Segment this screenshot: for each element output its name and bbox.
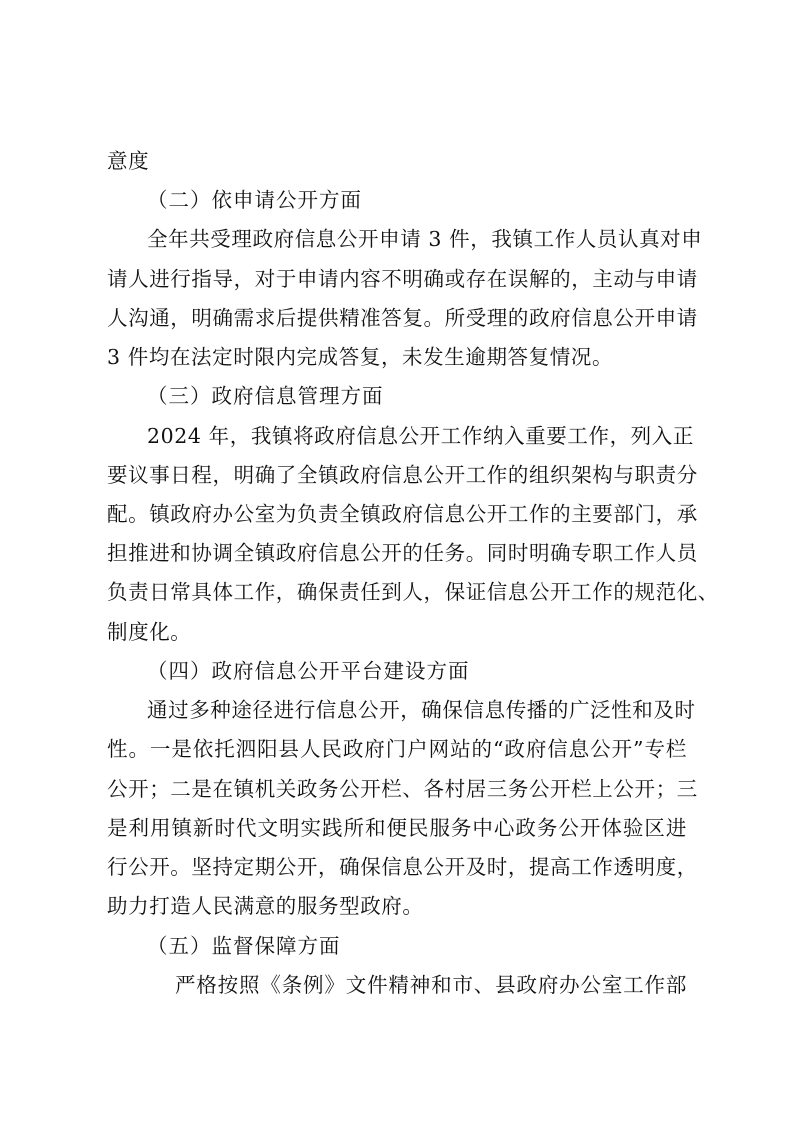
text-line: 助力打造人民满意的服务型政府。 xyxy=(107,894,424,918)
text-line: 请人进行指导，对于申请内容不明确或存在误解的，主动与申请 xyxy=(107,267,698,291)
text-line: 2024 年，我镇将政府信息公开工作纳入重要工作，列入正 xyxy=(147,424,694,448)
text-line: 要议事日程，明确了全镇政府信息公开工作的组织架构与职责分 xyxy=(107,463,698,487)
text-line: 严格按照《条例》文件精神和市、县政府办公室工作部 xyxy=(175,973,687,997)
text-line: 性。一是依托泗阳县人民政府门户网站的“政府信息公开”专栏 xyxy=(107,737,687,761)
section-heading: （五）监督保障方面 xyxy=(147,934,341,958)
section-heading: （二）依申请公开方面 xyxy=(147,188,362,212)
text-line: 全年共受理政府信息公开申请 3 件，我镇工作人员认真对申 xyxy=(147,227,703,251)
text-line: 通过多种途径进行信息公开，确保信息传播的广泛性和及时 xyxy=(147,698,696,722)
text-line: 负责日常具体工作，确保责任到人，保证信息公开工作的规范化、 xyxy=(107,580,719,604)
text-line: 配。镇政府办公室为负责全镇政府信息公开工作的主要部门，承 xyxy=(107,502,698,526)
text-line: 制度化。 xyxy=(107,620,192,644)
text-line: 人沟通，明确需求后提供精准答复。所受理的政府信息公开申请 xyxy=(107,306,698,330)
text-line: 意度 xyxy=(107,149,150,173)
section-heading: （三）政府信息管理方面 xyxy=(147,384,384,408)
text-line: 担推进和协调全镇政府信息公开的任务。同时明确专职工作人员 xyxy=(107,541,698,565)
section-heading: （四）政府信息公开平台建设方面 xyxy=(147,659,470,683)
text-line: 行公开。坚持定期公开，确保信息公开及时，提高工作透明度， xyxy=(107,855,698,879)
text-line: 3 件均在法定时限内完成答复，未发生逾期答复情况。 xyxy=(107,345,614,369)
text-line: 是利用镇新时代文明实践所和便民服务中心政务公开体验区进 xyxy=(107,816,687,840)
text-line: 公开；二是在镇机关政务公开栏、各村居三务公开栏上公开；三 xyxy=(107,777,698,801)
